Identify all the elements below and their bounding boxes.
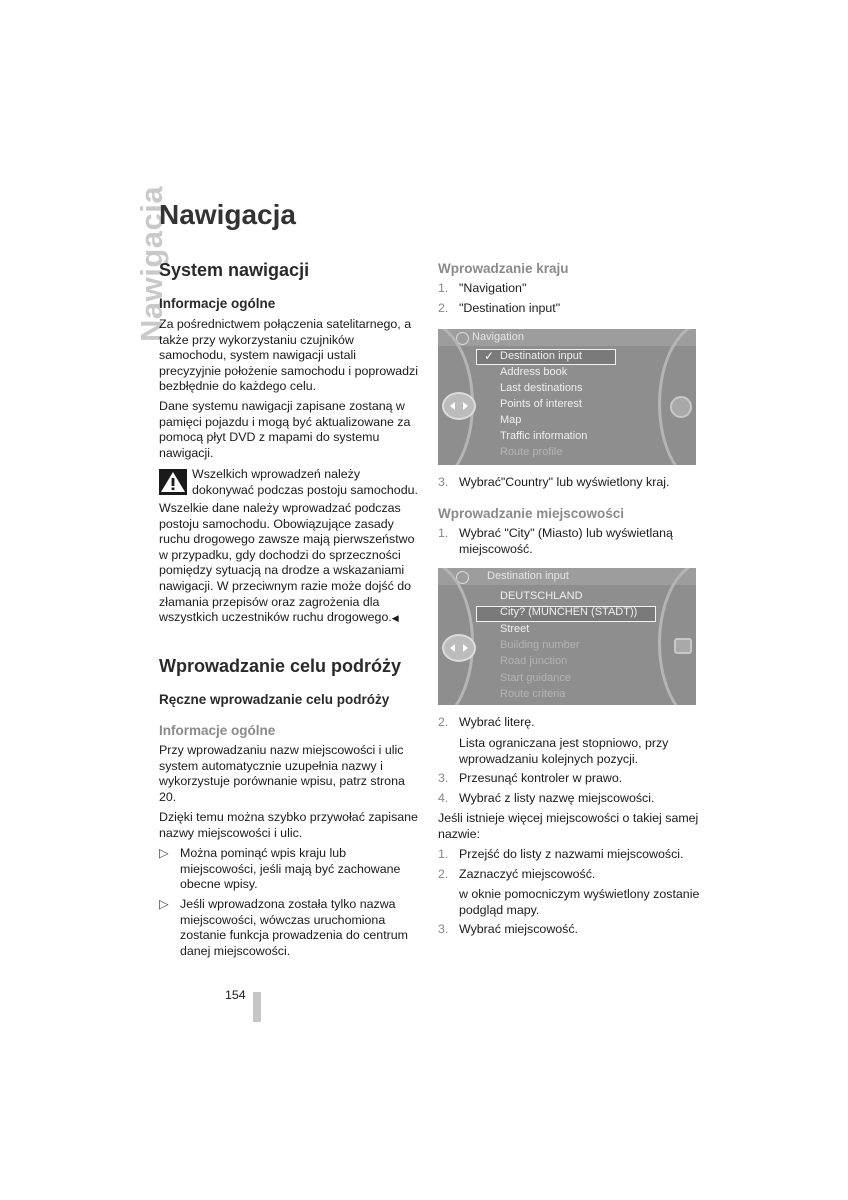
screen-title: Navigation <box>472 331 524 343</box>
page-number: 154 <box>225 988 246 1002</box>
paragraph-safety-text: Wszelkie dane należy wprowadzać podczas postoju samochodu. Obowiązujące zasady ruchu drogowego zawsze mają pierwszeństwo w przypadku, gdy dochodzi do sprzeczności pomiędzy sytuacją na drodze a wskazaniami nawigacji. W przeciwnym razie może dojść do złamania przepisów oraz zagrożenia dla wszystkich uczestników ruchu drogowego. <box>159 501 415 625</box>
heading-wprowadzanie-celu: Wprowadzanie celu podróży <box>159 656 402 676</box>
menu-item: Start guidance <box>500 672 571 684</box>
heading-informacje-ogolne: Informacje ogólne <box>159 296 276 311</box>
bullet-text: Można pominąć wpis kraju lub miejscowości, jeśli mają być zachowane obecne wpisy. <box>180 846 401 892</box>
list-item <box>438 526 700 558</box>
list-item <box>438 475 700 491</box>
step-number: 3. <box>438 771 449 785</box>
step-number: 3. <box>438 922 449 936</box>
heading-wprowadzanie-miejscowosci: Wprowadzanie miejscowości <box>438 506 625 521</box>
list-item <box>438 867 700 883</box>
navigation-screen-image <box>438 329 696 465</box>
heading-reczne-wprowadzanie: Ręczne wprowadzanie celu podróży <box>159 692 390 707</box>
menu-item: Traffic information <box>500 430 588 442</box>
menu-item: Route profile <box>500 446 563 458</box>
destination-screen-image <box>438 568 696 705</box>
list-item <box>438 922 700 938</box>
bullet-text: Jeśli wprowadzona została tylko nazwa miejscowości, wówczas uruchomiona zostanie funkcja prowadzenia do centrum danej miejscowości. <box>180 897 408 958</box>
heading-system-nawigacji: System nawigacji <box>159 260 310 280</box>
menu-item: DEUTSCHLAND <box>500 590 583 602</box>
step-text: "Destination input" <box>459 301 561 315</box>
check-icon: ✓ <box>484 349 495 363</box>
page-marker-bar <box>253 992 261 1022</box>
warning-text: Wszelkich wprowadzeń należy dokonywać podczas postoju samochodu. <box>192 467 418 497</box>
menu-item: Destination input <box>500 350 582 362</box>
step-number: 2. <box>438 867 449 881</box>
step-text: "Navigation" <box>459 281 527 295</box>
menu-item: Points of interest <box>500 398 582 410</box>
controller-right-icon <box>674 638 692 654</box>
list-item <box>438 281 700 297</box>
list-item <box>438 847 700 863</box>
side-tab-label: Nawigacja <box>134 185 169 342</box>
step-number: 4. <box>438 791 449 805</box>
step-note: Lista ograniczana jest stopniowo, przy wprowadzaniu kolejnych pozycji. <box>459 736 669 766</box>
end-mark-icon: ◀ <box>391 613 399 624</box>
menu-item: Last destinations <box>500 382 583 394</box>
paragraph-intro: Za pośrednictwem połączenia satelitarnego, a także przy wykorzystaniu czujników samochodu, system nawigacji ustali precyzyjnie położenie samochodu i poprowadzi bezbłędnie do każdego celu. <box>159 317 418 394</box>
paragraph-same-name: Jeśli istnieje więcej miejscowości o takiej samej nazwie: <box>438 811 699 841</box>
step-number: 2. <box>438 715 449 729</box>
list-item <box>159 897 421 961</box>
step-number: 1. <box>438 526 449 540</box>
menu-item: City? (MÜNCHEN (STADT)) <box>500 606 638 618</box>
step-number: 1. <box>438 847 449 861</box>
controller-right-icon <box>670 396 692 418</box>
controller-arc <box>658 568 696 705</box>
step-number: 2. <box>438 301 449 315</box>
step-number: 3. <box>438 475 449 489</box>
step-text: Wybrać z listy nazwę miejscowości. <box>459 791 655 805</box>
paragraph-names: Przy wprowadzaniu nazw miejscowości i ulic system automatycznie uzupełnia nazwy i wykorzystuje porównanie wpisu, patrz strona 20. <box>159 743 405 804</box>
menu-item: Map <box>500 414 522 426</box>
menu-item: Road junction <box>500 655 568 667</box>
heading-informacje-ogolne-2: Informacje ogólne <box>159 723 276 738</box>
screen-title: Destination input <box>487 570 569 582</box>
step-text: Wybrać literę. <box>459 715 535 729</box>
step-text: Przejść do listy z nazwami miejscowości. <box>459 847 684 861</box>
menu-item: Building number <box>500 639 580 651</box>
menu-item: Street <box>500 623 530 635</box>
paragraph-quick: Dzięki temu można szybko przywołać zapisane nazwy miejscowości i ulic. <box>159 810 418 840</box>
warning-icon <box>159 469 187 495</box>
controller-knob-icon <box>442 634 476 662</box>
list-item <box>159 846 421 894</box>
step-text: Wybrać"Country" lub wyświetlony kraj. <box>459 475 670 489</box>
list-item <box>438 301 700 317</box>
step-text: Przesunąć kontroler w prawo. <box>459 771 623 785</box>
list-item <box>438 715 700 731</box>
menu-item: Address book <box>500 366 568 378</box>
paragraph-data: Dane systemu nawigacji zapisane zostaną w pamięci pojazdu i mogą być aktualizowane za pomocą płyt DVD z mapami do systemu nawigacji. <box>159 399 411 460</box>
step-text: Wybrać miejscowość. <box>459 922 578 936</box>
bullet-arrow-icon: ▷ <box>159 897 169 911</box>
side-tab <box>98 185 169 345</box>
page-title: Nawigacja <box>159 199 296 230</box>
list-item <box>438 791 700 807</box>
step-text: Zaznaczyć miejscowość. <box>459 867 596 881</box>
list-item <box>438 771 700 787</box>
menu-item: Route criteria <box>500 688 566 700</box>
step-number: 1. <box>438 281 449 295</box>
step-text: Wybrać "City" (Miasto) lub wyświetlaną miejscowość. <box>459 526 673 556</box>
heading-wprowadzanie-kraju: Wprowadzanie kraju <box>438 261 569 276</box>
step-note: w oknie pomocniczym wyświetlony zostanie podgląd mapy. <box>459 887 700 917</box>
controller-knob-icon <box>442 392 476 420</box>
bullet-arrow-icon: ▷ <box>159 846 169 860</box>
paragraph-safety <box>159 501 421 627</box>
